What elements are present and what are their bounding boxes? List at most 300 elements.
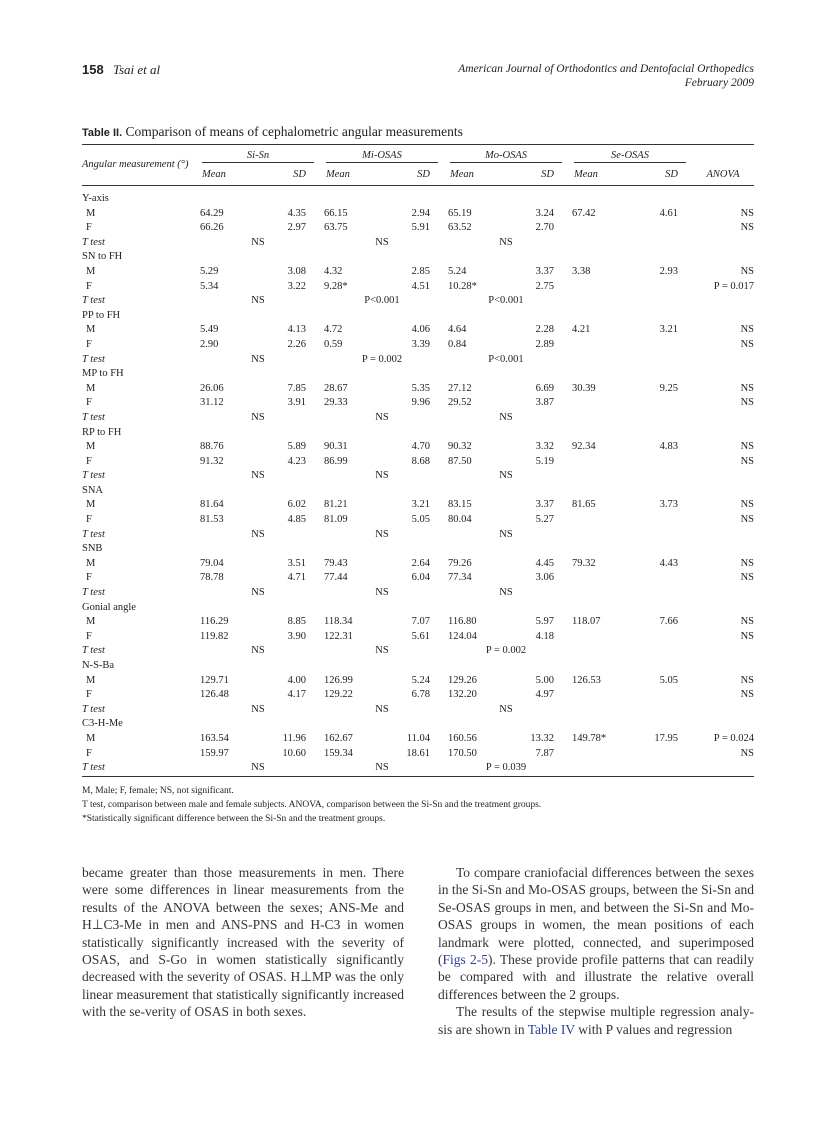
sd-value: 7.66 (659, 616, 678, 628)
mean-value (568, 338, 634, 353)
mean-value: 66.15 (324, 207, 348, 219)
mean-value: 10.28* (448, 280, 477, 292)
mean-value: 29.33 (324, 397, 348, 409)
mean-value (568, 221, 634, 236)
issue-date: February 2009 (684, 77, 754, 89)
mean-value: 132.20 (448, 689, 477, 701)
mean-value: 28.67 (324, 382, 348, 394)
empty-cell (692, 528, 754, 543)
sd-value: 9.96 (411, 397, 430, 409)
table-section-row (82, 367, 754, 382)
sd-value: 11.04 (406, 732, 430, 744)
footnote-significance: *Statistically significant difference between the Si-Sn and the treatment groups. (82, 814, 386, 824)
sd-value: 3.21 (659, 324, 678, 336)
sd-value: 8.85 (287, 616, 306, 628)
table-row (82, 280, 754, 295)
sd-value: 5.05 (411, 514, 430, 526)
sd-value (634, 396, 692, 411)
ttest-value: NS (499, 411, 513, 423)
empty-cell (692, 644, 754, 659)
mean-value: 65.19 (448, 207, 472, 219)
table-section-row (82, 426, 754, 441)
table-section-row (82, 250, 754, 265)
ttest-label: T test (82, 587, 105, 599)
sd-value: 9.25 (659, 382, 678, 394)
ttest-row (82, 469, 754, 484)
sd-value: 4.85 (287, 514, 306, 526)
table-row (82, 221, 754, 236)
sd-value: 4.13 (287, 324, 306, 336)
sd-value: 18.61 (406, 747, 430, 759)
mean-value: 0.84 (448, 338, 467, 350)
col-sd: SD (262, 163, 320, 186)
ttest-row (82, 586, 754, 601)
mean-value: 126.48 (200, 689, 229, 701)
ttest-value: NS (499, 703, 513, 715)
sd-value: 4.97 (535, 689, 554, 701)
sd-value: 4.23 (287, 455, 306, 467)
sd-value: 3.51 (287, 557, 306, 569)
group-header-si-sn: Si-Sn (196, 145, 320, 164)
sd-value: 5.91 (411, 222, 430, 234)
empty-cell (568, 353, 692, 368)
sd-value: 4.06 (411, 324, 430, 336)
empty-cell (692, 586, 754, 601)
empty-cell (692, 236, 754, 251)
sd-value: 3.90 (287, 630, 306, 642)
body-column-right (438, 864, 754, 1038)
sd-value (634, 455, 692, 470)
sd-value: 5.97 (535, 616, 554, 628)
mean-value: 92.34 (572, 441, 596, 453)
ttest-label: T test (82, 411, 105, 423)
ttest-label: T test (82, 236, 105, 248)
table-title: Comparison of means of cephalometric angular measurements (125, 124, 463, 139)
section-label: Gonial angle (82, 601, 136, 613)
ttest-value: NS (251, 587, 265, 599)
mean-value: 4.64 (448, 324, 467, 336)
ttest-value: NS (251, 528, 265, 540)
mean-value: 81.53 (200, 514, 224, 526)
ttest-value: P<0.001 (488, 295, 524, 307)
empty-cell (692, 761, 754, 776)
sex-label: M (86, 499, 96, 511)
anova-value: NS (740, 630, 754, 642)
table-row (82, 396, 754, 411)
journal-name: American Journal of Orthodontics and Dentofacial Orthopedics (458, 63, 754, 75)
mean-value: 170.50 (448, 747, 477, 759)
empty-cell (692, 353, 754, 368)
paragraph: The results of the stepwise multiple regression analy-sis are shown in Table IV with P values and regression (438, 1004, 754, 1037)
sd-value: 3.06 (535, 572, 554, 584)
ttest-value: NS (196, 761, 320, 776)
table-row (82, 265, 754, 280)
empty-cell (568, 761, 692, 776)
sd-value: 7.07 (411, 616, 430, 628)
ttest-value: P<0.001 (364, 295, 400, 307)
ttest-value: NS (499, 528, 513, 540)
table-section-row (82, 309, 754, 324)
mean-value (568, 513, 634, 528)
sd-value (634, 688, 692, 703)
ttest-value: NS (251, 470, 265, 482)
mean-value: 159.34 (324, 747, 353, 759)
table-row (82, 688, 754, 703)
ttest-value: NS (499, 587, 513, 599)
empty-cell (568, 644, 692, 659)
ttest-value: P<0.001 (488, 353, 524, 365)
mean-value: 2.90 (200, 338, 219, 350)
mean-value: 80.04 (448, 514, 472, 526)
mean-value: 63.75 (324, 222, 348, 234)
ttest-label: T test (82, 761, 196, 776)
mean-value (568, 630, 634, 645)
ttest-value: NS (375, 587, 389, 599)
mean-value: 5.29 (200, 265, 219, 277)
sd-value: 4.51 (411, 280, 430, 292)
anova-value: NS (740, 397, 754, 409)
sd-value: 4.83 (659, 441, 678, 453)
col-mean: Mean (320, 163, 386, 186)
mean-value: 63.52 (448, 222, 472, 234)
mean-value (568, 396, 634, 411)
anova-value: NS (740, 616, 754, 628)
empty-cell (568, 294, 692, 309)
ttest-value: NS (375, 645, 389, 657)
table-reference-link[interactable]: Table IV (527, 1021, 575, 1037)
figure-reference-link[interactable]: Figs 2-5 (442, 952, 489, 968)
sex-label: M (86, 732, 96, 744)
mean-value (568, 688, 634, 703)
sd-value: 3.73 (659, 499, 678, 511)
sd-value: 4.17 (287, 689, 306, 701)
mean-value: 129.26 (448, 674, 477, 686)
table-row (82, 338, 754, 353)
sd-value: 2.64 (411, 557, 430, 569)
sd-value: 4.70 (411, 441, 430, 453)
sex-label: F (86, 397, 92, 409)
sex-label: F (86, 514, 92, 526)
sex-label: F (86, 455, 92, 467)
sd-value: 5.05 (659, 674, 678, 686)
mean-value: 116.29 (200, 616, 229, 628)
mean-value: 124.04 (448, 630, 477, 642)
col-sd: SD (510, 163, 568, 186)
mean-value: 66.26 (200, 222, 224, 234)
empty-cell (692, 411, 754, 426)
sd-value: 2.94 (411, 207, 430, 219)
table-body (82, 186, 754, 777)
mean-value: 5.34 (200, 280, 219, 292)
anova-value: NS (740, 572, 754, 584)
anova-value: NS (740, 207, 754, 219)
table-section-row (82, 186, 754, 207)
anova-value: NS (740, 674, 754, 686)
sd-value (634, 221, 692, 236)
ttest-label: T test (82, 470, 105, 482)
ttest-row (82, 411, 754, 426)
ttest-row (82, 703, 754, 718)
sd-value (634, 747, 692, 762)
mean-value: 90.32 (448, 441, 472, 453)
sd-value: 4.00 (287, 674, 306, 686)
table-row (82, 513, 754, 528)
sd-value: 4.43 (659, 557, 678, 569)
mean-value: 78.78 (200, 572, 224, 584)
ttest-value: NS (375, 236, 389, 248)
angular-measurements-table (82, 144, 754, 777)
sd-value: 3.37 (535, 265, 554, 277)
table-caption (82, 124, 463, 140)
ttest-value: NS (499, 236, 513, 248)
sd-value: 5.61 (411, 630, 430, 642)
table-section-row (82, 601, 754, 616)
ttest-value: NS (251, 295, 265, 307)
anova-value: NS (740, 338, 754, 350)
mean-value: 4.21 (572, 324, 591, 336)
mean-value: 81.64 (200, 499, 224, 511)
table-row (82, 747, 754, 762)
mean-value: 79.32 (572, 557, 596, 569)
ttest-value: NS (375, 411, 389, 423)
mean-value: 5.49 (200, 324, 219, 336)
row-header: Angular measurement (°) (82, 145, 196, 186)
header-right (458, 62, 754, 90)
ttest-value: NS (251, 411, 265, 423)
mean-value: 162.67 (324, 732, 353, 744)
mean-value: 9.28* (324, 280, 348, 292)
sd-value: 7.87 (535, 747, 554, 759)
sd-value: 3.39 (411, 338, 430, 350)
empty-cell (568, 236, 692, 251)
sd-value: 5.19 (535, 455, 554, 467)
sd-value: 8.68 (411, 455, 430, 467)
anova-value: NS (740, 689, 754, 701)
sex-label: M (86, 207, 96, 219)
section-label: PP to FH (82, 309, 121, 321)
ttest-value: NS (320, 761, 444, 776)
ttest-value: NS (375, 470, 389, 482)
ttest-row (82, 236, 754, 251)
mean-value (568, 747, 634, 762)
mean-value: 0.59 (324, 338, 343, 350)
mean-value: 81.65 (572, 499, 596, 511)
mean-value: 29.52 (448, 397, 472, 409)
sex-label: F (86, 689, 92, 701)
sd-value: 6.69 (535, 382, 554, 394)
sd-value: 4.35 (287, 207, 306, 219)
sex-label: F (86, 338, 92, 350)
mean-value: 118.34 (324, 616, 353, 628)
mean-value: 163.54 (200, 732, 229, 744)
mean-value: 77.34 (448, 572, 472, 584)
footnote-abbreviations: M, Male; F, female; NS, not significant. (82, 786, 234, 796)
table-footnotes (82, 784, 762, 826)
section-label: Y-axis (82, 193, 109, 204)
mean-value (568, 455, 634, 470)
section-label: RP to FH (82, 426, 122, 438)
section-label: N-S-Ba (82, 660, 115, 671)
mean-value: 79.04 (200, 557, 224, 569)
table-row (82, 382, 754, 397)
ttest-label: T test (82, 295, 105, 307)
sex-label: F (86, 222, 92, 234)
ttest-row (82, 353, 754, 368)
sex-label: F (86, 747, 92, 759)
mean-value: 160.56 (448, 732, 477, 744)
table-row (82, 440, 754, 455)
anova-value: NS (740, 324, 754, 336)
mean-value: 116.80 (448, 616, 477, 628)
ttest-value: NS (499, 470, 513, 482)
table-section-row (82, 717, 754, 732)
sex-label: F (86, 630, 92, 642)
mean-value: 26.06 (200, 382, 224, 394)
anova-value: NS (740, 441, 754, 453)
sd-value: 3.91 (287, 397, 306, 409)
sd-value: 3.08 (287, 265, 306, 277)
sd-value: 6.04 (411, 572, 430, 584)
anova-value: NS (740, 747, 754, 759)
sd-value: 13.32 (530, 732, 554, 744)
mean-value: 4.32 (324, 265, 343, 277)
group-header-se-osas: Se-OSAS (568, 145, 692, 164)
body-column-left (82, 864, 404, 1021)
anova-value: NS (740, 499, 754, 511)
sd-value: 6.02 (287, 499, 306, 511)
sd-value: 5.00 (535, 674, 554, 686)
mean-value: 90.31 (324, 441, 348, 453)
data-table-container (82, 144, 754, 777)
ttest-value: NS (251, 645, 265, 657)
sd-value: 7.85 (287, 382, 306, 394)
table-row (82, 323, 754, 338)
empty-cell (692, 469, 754, 484)
sd-value: 2.93 (659, 265, 678, 277)
mean-value (568, 571, 634, 586)
table-section-row (82, 484, 754, 499)
running-header (82, 62, 754, 96)
ttest-row (82, 761, 754, 776)
table-row (82, 630, 754, 645)
mean-value: 67.42 (572, 207, 596, 219)
footnote-tests: T test, comparison between male and female subjects. ANOVA, comparison between the Si-Sn and the treatment groups. (82, 800, 542, 810)
ttest-row (82, 294, 754, 309)
header-left (82, 62, 160, 78)
mean-value: 81.09 (324, 514, 348, 526)
sd-value: 4.45 (535, 557, 554, 569)
mean-value: 87.50 (448, 455, 472, 467)
section-label: SNB (82, 543, 103, 555)
col-mean: Mean (568, 163, 634, 186)
sd-value (634, 571, 692, 586)
empty-cell (568, 528, 692, 543)
mean-value: 122.31 (324, 630, 353, 642)
col-anova: ANOVA (692, 163, 754, 186)
mean-value: 159.97 (200, 747, 229, 759)
mean-value: 86.99 (324, 455, 348, 467)
sd-value: 10.60 (282, 747, 306, 759)
mean-value: 30.39 (572, 382, 596, 394)
sd-value: 3.21 (411, 499, 430, 511)
mean-value: 88.76 (200, 441, 224, 453)
paragraph: became greater than those measurements in men. There were some differences in linear measurements from the results of the ANOVA between the sexes; ANS-Me and H⊥C3-Me in men and ANS-PNS and H-C3 in women statistically significantly increased with the severity of OSAS, and S-Go in women statistically significantly decreased with the severity of OSAS. H⊥MP was the only linear measurement that statistically significantly increased with the se-verity of OSAS in both sexes. (82, 865, 404, 1020)
sd-value: 5.89 (287, 441, 306, 453)
col-mean: Mean (196, 163, 262, 186)
ttest-label: T test (82, 645, 105, 657)
col-mean: Mean (444, 163, 510, 186)
ttest-label: T test (82, 703, 105, 715)
sd-value: 3.22 (287, 280, 306, 292)
sd-value: 2.70 (535, 222, 554, 234)
ttest-value: NS (375, 703, 389, 715)
ttest-value: NS (251, 353, 265, 365)
anova-value: NS (740, 455, 754, 467)
table-section-row (82, 542, 754, 557)
ttest-row (82, 644, 754, 659)
sex-label: M (86, 265, 96, 277)
sd-value: 5.27 (535, 514, 554, 526)
anova-value: NS (740, 382, 754, 394)
sd-value: 2.26 (287, 338, 306, 350)
mean-value: 118.07 (572, 616, 601, 628)
anova-value: P = 0.017 (713, 280, 754, 292)
page-number: 158 (82, 62, 104, 77)
sd-value: 3.37 (535, 499, 554, 511)
sd-value: 2.28 (535, 324, 554, 336)
running-authors: Tsai et al (112, 62, 161, 77)
sex-label: M (86, 382, 96, 394)
ttest-row (82, 528, 754, 543)
sd-value: 4.71 (287, 572, 306, 584)
section-label: SN to FH (82, 251, 123, 263)
table-row (82, 732, 754, 747)
sd-value: 11.96 (282, 732, 306, 744)
mean-value: 91.32 (200, 455, 224, 467)
sd-value: 3.24 (535, 207, 554, 219)
section-label: C3-H-Me (82, 718, 123, 730)
mean-value: 4.72 (324, 324, 343, 336)
mean-value: 83.15 (448, 499, 472, 511)
mean-value: 149.78* (572, 732, 607, 744)
table-row (82, 207, 754, 222)
anova-value: NS (740, 514, 754, 526)
table-section-row (82, 659, 754, 674)
col-sd: SD (634, 163, 692, 186)
mean-value: 126.53 (572, 674, 601, 686)
empty-cell (568, 411, 692, 426)
sd-value: 2.89 (535, 338, 554, 350)
table-row (82, 498, 754, 513)
table-row (82, 674, 754, 689)
sd-value: 2.85 (411, 265, 430, 277)
mean-value: 81.21 (324, 499, 348, 511)
anova-value: NS (740, 265, 754, 277)
mean-value: 77.44 (324, 572, 348, 584)
col-sd: SD (386, 163, 444, 186)
mean-value: 27.12 (448, 382, 472, 394)
sex-label: M (86, 324, 96, 336)
ttest-value: NS (251, 236, 265, 248)
sd-value (634, 280, 692, 295)
sd-value: 4.61 (659, 207, 678, 219)
table-row (82, 557, 754, 572)
ttest-value: P = 0.039 (444, 761, 568, 776)
sd-value: 5.24 (411, 674, 430, 686)
mean-value: 79.26 (448, 557, 472, 569)
empty-cell (692, 294, 754, 309)
sex-label: F (86, 280, 92, 292)
